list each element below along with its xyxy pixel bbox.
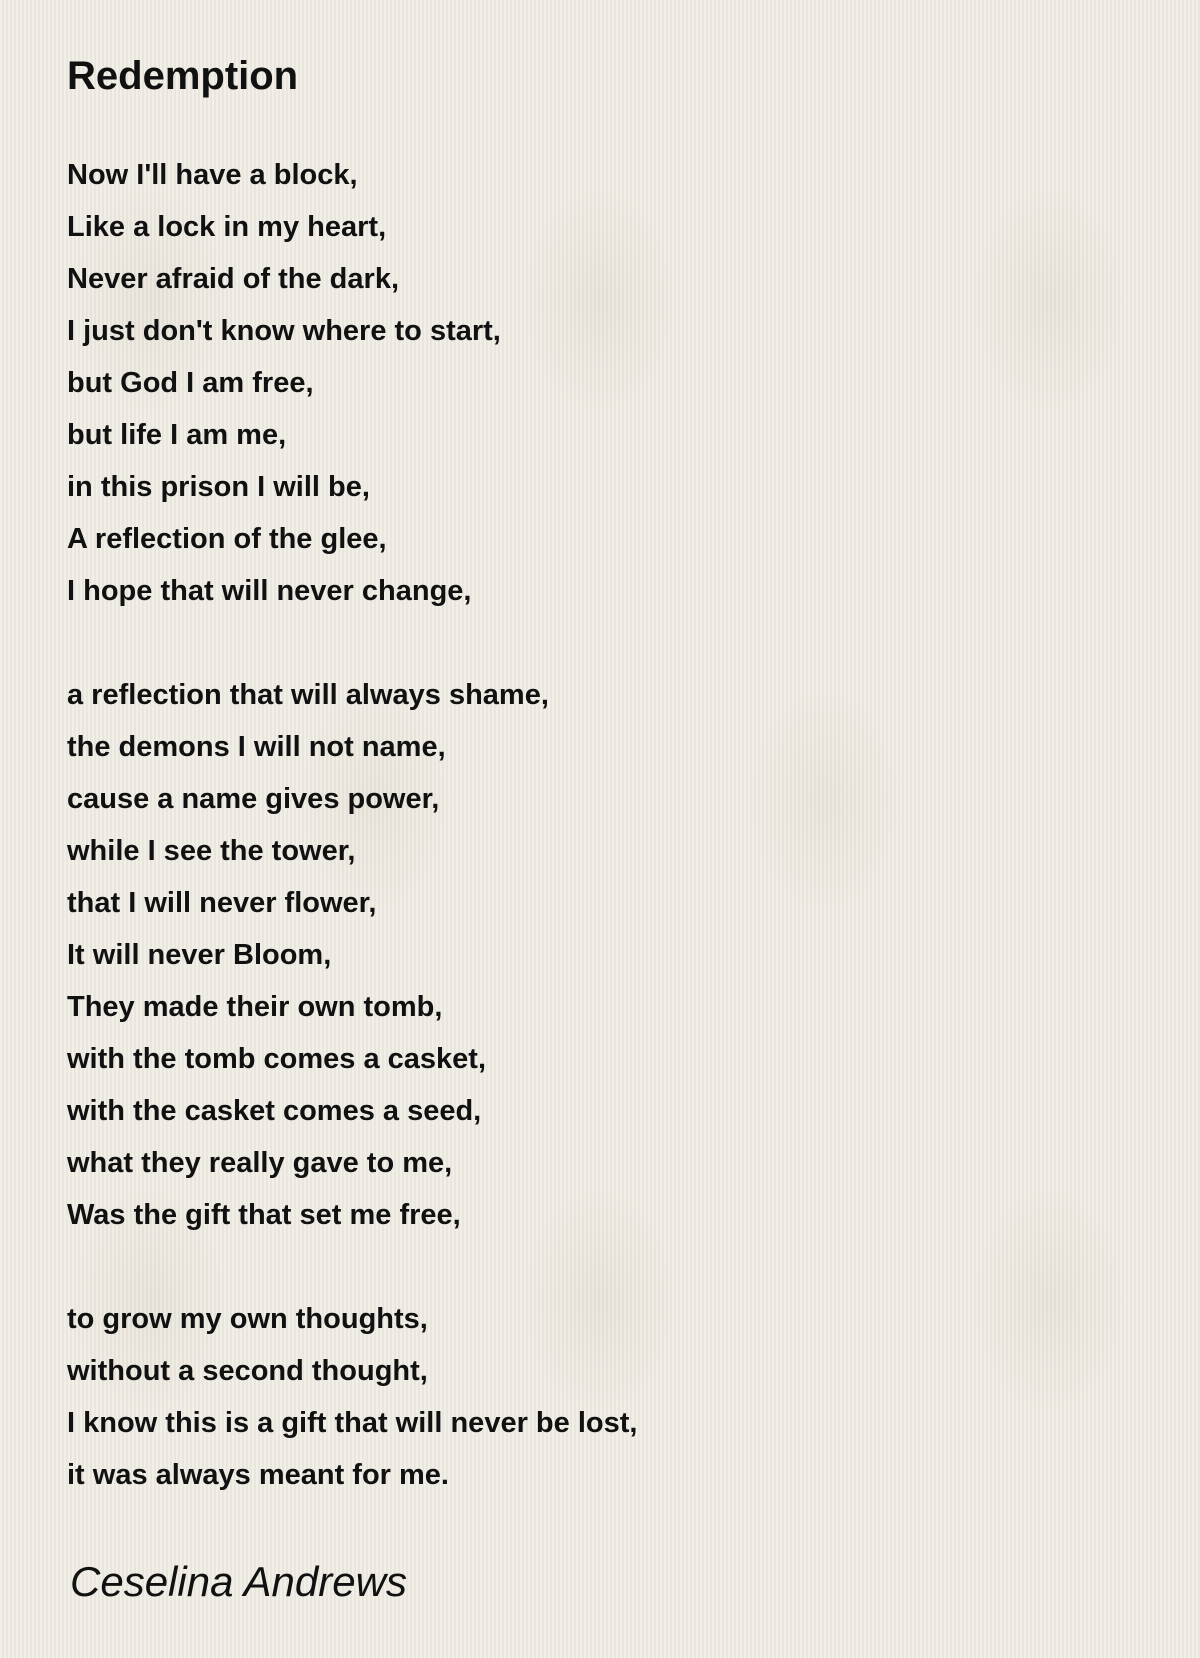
poem-line: It will never Bloom, xyxy=(67,939,332,971)
poem-line: the demons I will not name, xyxy=(67,731,446,763)
poem-line: A reflection of the glee, xyxy=(67,523,387,555)
poem-line: to grow my own thoughts, xyxy=(67,1303,428,1335)
poem-author: Ceselina Andrews xyxy=(70,1558,407,1605)
poem-line: cause a name gives power, xyxy=(67,783,440,815)
poem-body xyxy=(67,149,1067,1553)
stanza-1 xyxy=(67,149,1067,617)
poem-line: a reflection that will always shame, xyxy=(67,679,549,711)
poem-line: Now I'll have a block, xyxy=(67,159,358,191)
poem-line: what they really gave to me, xyxy=(67,1147,453,1179)
poem-line: with the tomb comes a casket, xyxy=(67,1043,487,1075)
poem-line: with the casket comes a seed, xyxy=(67,1095,482,1127)
stanza-2 xyxy=(67,669,1067,1241)
poem-line: it was always meant for me. xyxy=(67,1459,449,1491)
poem-line: while I see the tower, xyxy=(67,835,356,867)
poem-line: but God I am free, xyxy=(67,367,314,399)
poem-line: Like a lock in my heart, xyxy=(67,211,387,243)
stanza-3 xyxy=(67,1293,1067,1501)
poem-line: Was the gift that set me free, xyxy=(67,1199,461,1231)
poem-line: without a second thought, xyxy=(67,1355,428,1387)
poem-line: but life I am me, xyxy=(67,419,287,451)
poem-line: I hope that will never change, xyxy=(67,575,472,607)
poem-line: They made their own tomb, xyxy=(67,991,443,1023)
poem-title: Redemption xyxy=(67,54,299,98)
poem-line: I know this is a gift that will never be lost, xyxy=(67,1407,638,1439)
poem-line: in this prison I will be, xyxy=(67,471,370,503)
poem-line: that I will never flower, xyxy=(67,887,377,919)
poem-line: I just don't know where to start, xyxy=(67,315,501,347)
poem-line: Never afraid of the dark, xyxy=(67,263,399,295)
